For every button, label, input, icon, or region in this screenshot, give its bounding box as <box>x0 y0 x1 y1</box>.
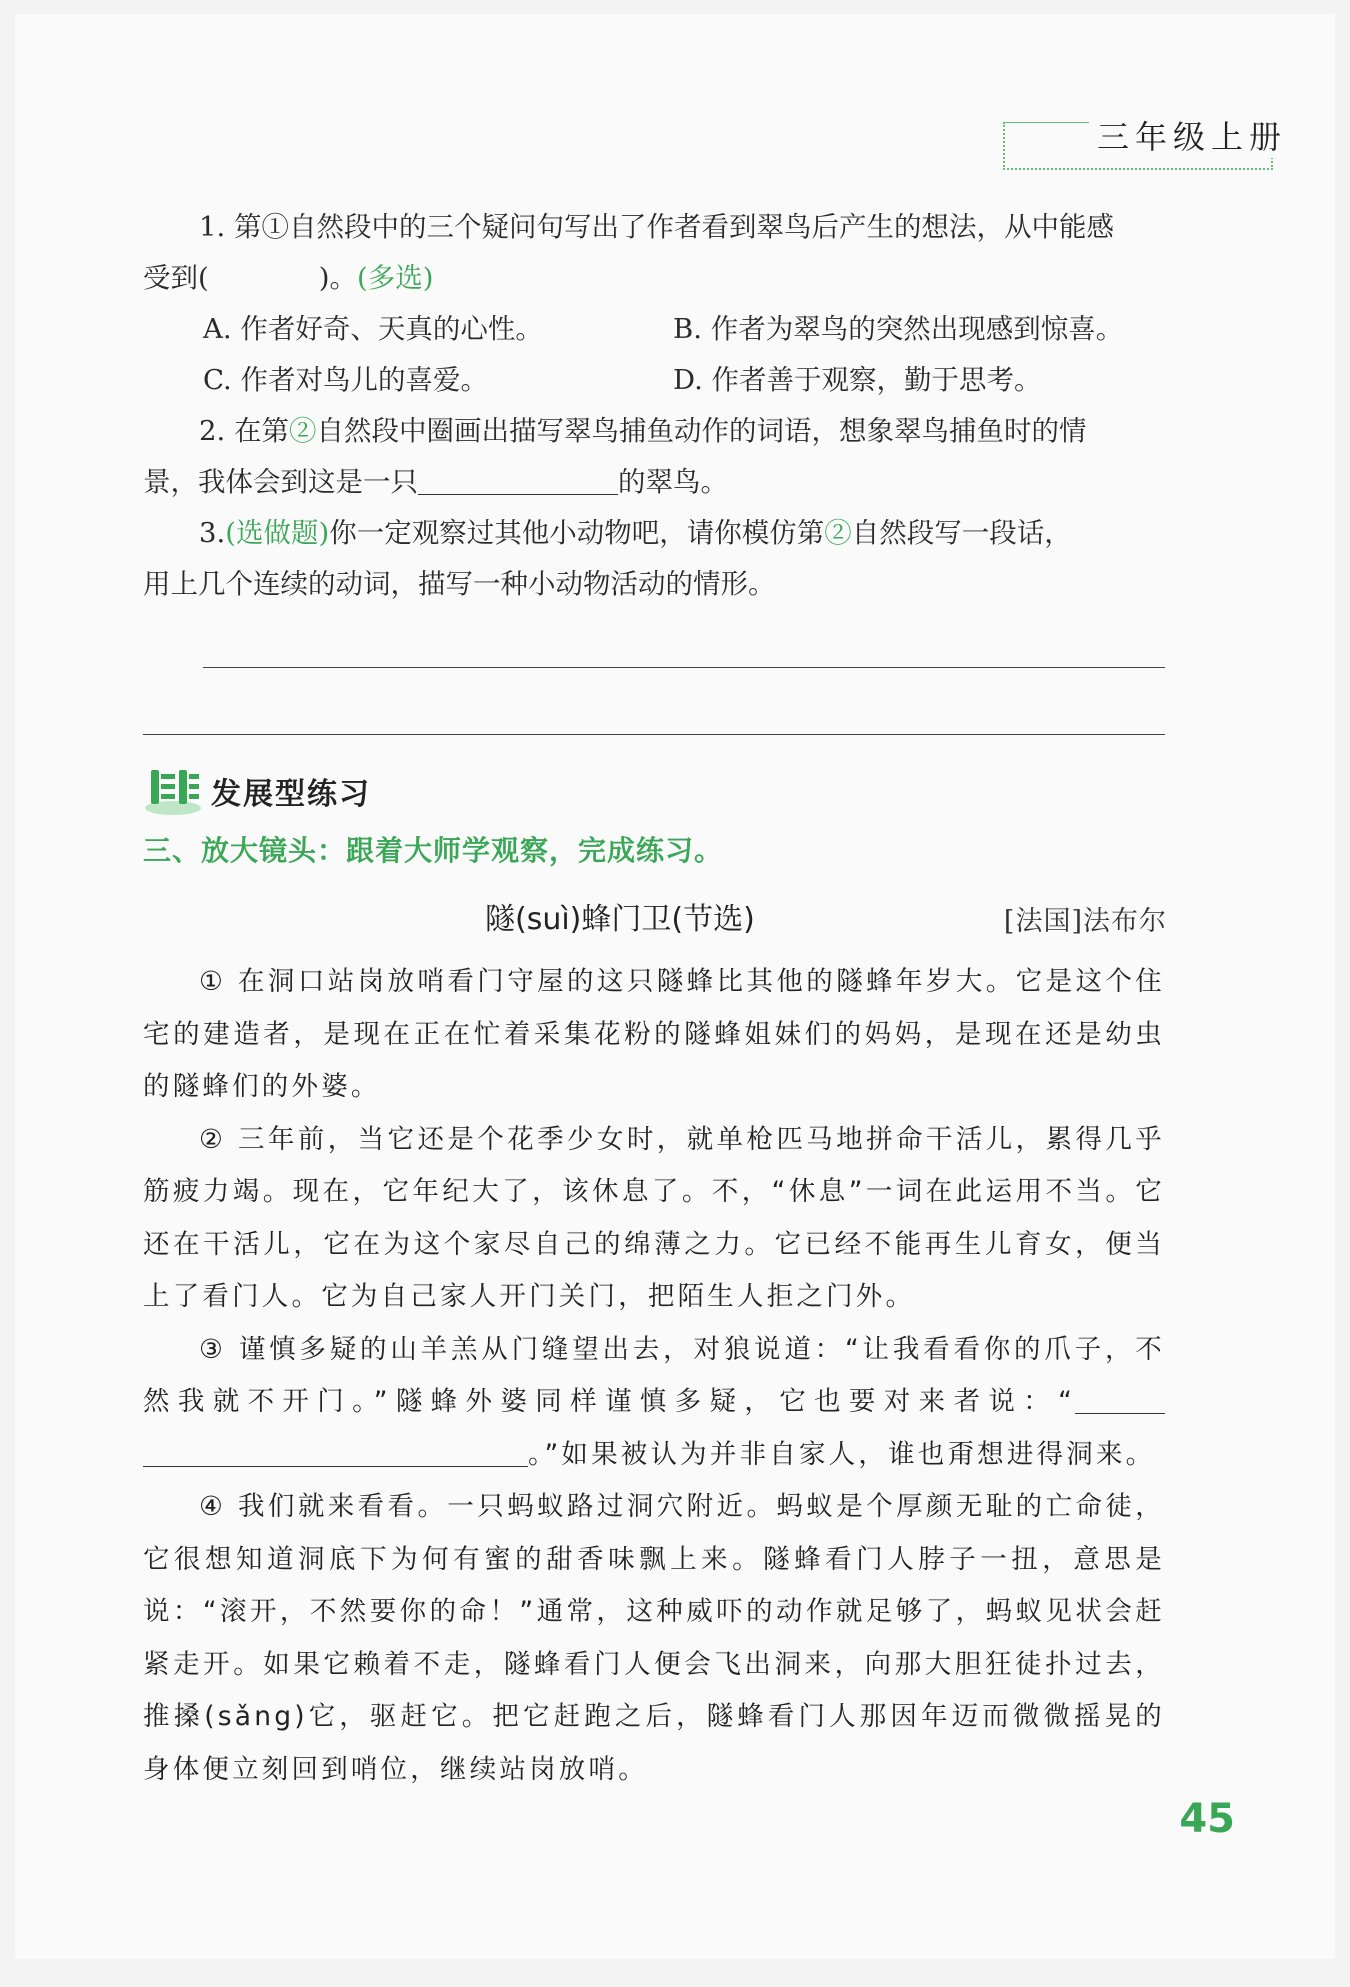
answer-fill-line[interactable] <box>418 464 618 495</box>
question-3-line-2: 用上几个连续的动词，描写一种小动物活动的情形。 <box>143 568 776 600</box>
question-1-line-2: 受到( )。(多选) <box>143 262 434 294</box>
quote-fill-line[interactable] <box>1075 1383 1165 1414</box>
open-book-icon <box>143 766 203 816</box>
questions-block <box>143 202 1165 610</box>
passage-body <box>143 956 1165 1796</box>
grade-label: 三年级上册 <box>1089 112 1295 158</box>
passage-paragraph-4: ④ 我们就来看看。一只蚂蚁路过洞穴附近。蚂蚁是个厚颜无耻的亡命徒，它很想知道洞底下为何有蜜的甜香味飘上来。隧蜂看门人脖子一扭，意思是说：“滚开，不然要你的命！”通常，这种威吓的动作就足够了，蚂蚁见状会赶紧走开。如果它赖着不走，隧蜂看门人便会飞出洞来，向那大胆狂徒扑过去，推搡(sǎng)它，驱赶它。把它赶跑之后，隧蜂看门人那因年迈而微微摇晃的身体便立刻回到哨位，继续站岗放哨。 <box>143 1491 1165 1785</box>
multi-select-tag: (多选) <box>356 262 434 294</box>
option-c: C. 作者对鸟儿的喜爱。 <box>203 364 489 396</box>
question-2-line-1: 2. 在第②自然段中圈画出描写翠鸟捕鱼动作的词语，想象翠鸟捕鱼时的情 <box>199 415 1087 447</box>
question-1-options <box>143 304 1165 406</box>
paragraph-circle-2: ② <box>288 415 317 447</box>
passage-author: [法国]法布尔 <box>1003 906 1167 937</box>
question-1-line-1: 1. 第①自然段中的三个疑问句写出了作者看到翠鸟后产生的想法，从中能感 <box>199 211 1114 243</box>
optional-tag: (选做题) <box>225 517 330 549</box>
writing-line[interactable] <box>203 667 1165 668</box>
question-2-line-2: 景，我体会到这是一只 的翠鸟。 <box>143 466 728 498</box>
option-a: A. 作者好奇、天真的心性。 <box>203 313 543 345</box>
question-3-line-1: 3.(选做题)你一定观察过其他小动物吧，请你模仿第②自然段写一段话， <box>199 517 1072 549</box>
passage-paragraph-1: ① 在洞口站岗放哨看门守屋的这只隧蜂比其他的隧蜂年岁大。它是这个住宅的建造者，是现在正在忙着采集花粉的隧蜂姐妹们的妈妈，是现在还是幼虫的隧蜂们的外婆。 <box>143 966 1165 1102</box>
writing-line[interactable] <box>143 734 1165 735</box>
passage-paragraph-2: ② 三年前，当它还是个花季少女时，就单枪匹马地拼命干活儿，累得几乎筋疲力竭。现在，它年纪大了，该休息了。不，“休息”一词在此运用不当。它还在干活儿，它在为这个家尽自己的绵薄之力。它已经不能再生儿育女，便当上了看门人。它为自己家人开门关门，把陌生人拒之门外。 <box>143 1123 1165 1312</box>
section-header <box>143 766 371 816</box>
passage-paragraph-3: ③ 谨慎多疑的山羊羔从门缝望出去，对狼说道：“让我看看你的爪子，不然我就不开门。”隧蜂外婆同样谨慎多疑，它也要对来者说：“ 。”如果被认为并非自家人，谁也甭想进得洞来。 <box>143 1333 1165 1470</box>
option-b: B. 作者为翠鸟的突然出现感到惊喜。 <box>673 313 1124 345</box>
passage-title: 隧(suì)蜂门卫(节选) <box>485 902 755 937</box>
workbook-page <box>15 14 1335 1959</box>
section-title: 发展型练习 <box>211 777 371 812</box>
page-number: 45 <box>1179 1796 1235 1842</box>
quote-fill-line[interactable] <box>143 1436 528 1467</box>
task-heading: 三、放大镜头：跟着大师学观察，完成练习。 <box>143 834 724 867</box>
option-d: D. 作者善于观察，勤于思考。 <box>673 364 1042 396</box>
paragraph-circle-2: ② <box>824 517 852 549</box>
